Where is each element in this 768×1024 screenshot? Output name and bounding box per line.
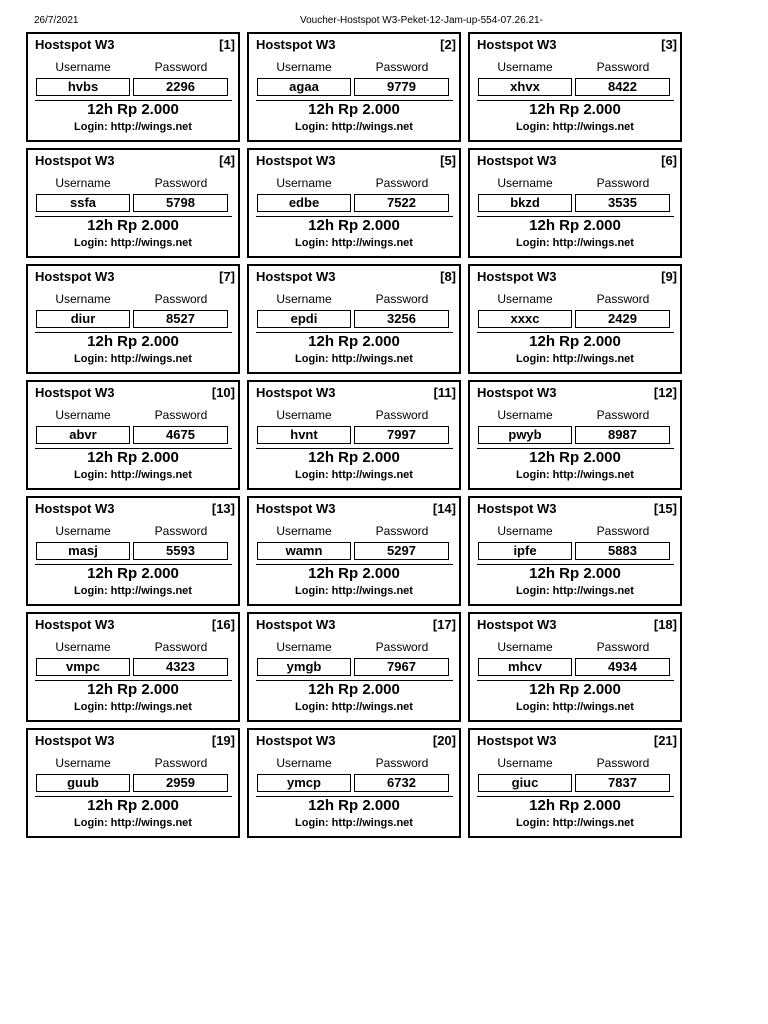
voucher-price: 12h Rp 2.000: [87, 797, 179, 814]
voucher-card: [247, 32, 461, 142]
voucher-card: [26, 380, 240, 490]
password-label: Password: [375, 756, 429, 770]
username-value: agaa: [257, 78, 351, 96]
password-value: 5297: [354, 542, 449, 560]
username-value: xxxc: [478, 310, 572, 328]
voucher-card: [247, 148, 461, 258]
voucher-card: [26, 264, 240, 374]
username-label: Username: [55, 408, 111, 422]
username-label: Username: [55, 292, 111, 306]
voucher-brand: Hostspot W3: [477, 385, 557, 400]
voucher-number: [6]: [661, 153, 677, 168]
password-label: Password: [375, 640, 429, 654]
login-url: Login: http://wings.net: [74, 585, 192, 597]
voucher-price: 12h Rp 2.000: [529, 217, 621, 234]
voucher-card: [26, 612, 240, 722]
voucher-card: [468, 264, 682, 374]
voucher-brand: Hostspot W3: [477, 37, 557, 52]
voucher-number: [13]: [211, 501, 235, 516]
voucher-number: [3]: [661, 37, 677, 52]
login-url: Login: http://wings.net: [295, 237, 413, 249]
username-value: pwyb: [478, 426, 572, 444]
username-value: mhcv: [478, 658, 572, 676]
password-label: Password: [154, 640, 208, 654]
voucher-card: [247, 612, 461, 722]
password-label: Password: [154, 756, 208, 770]
password-label: Password: [154, 60, 208, 74]
username-value: masj: [36, 542, 130, 560]
username-label: Username: [497, 756, 553, 770]
voucher-price: 12h Rp 2.000: [87, 101, 179, 118]
voucher-number: [9]: [661, 269, 677, 284]
username-label: Username: [276, 292, 332, 306]
voucher-price: 12h Rp 2.000: [529, 333, 621, 350]
username-value: edbe: [257, 194, 351, 212]
login-url: Login: http://wings.net: [74, 121, 192, 133]
login-url: Login: http://wings.net: [516, 237, 634, 249]
voucher-price: 12h Rp 2.000: [308, 565, 400, 582]
voucher-card: [468, 380, 682, 490]
username-label: Username: [276, 60, 332, 74]
voucher-brand: Hostspot W3: [35, 385, 115, 400]
voucher-brand: Hostspot W3: [35, 269, 115, 284]
login-url: Login: http://wings.net: [74, 817, 192, 829]
voucher-price: 12h Rp 2.000: [308, 681, 400, 698]
password-value: 4675: [133, 426, 228, 444]
login-url: Login: http://wings.net: [516, 701, 634, 713]
password-value: 4323: [133, 658, 228, 676]
voucher-price: 12h Rp 2.000: [529, 565, 621, 582]
password-value: 5593: [133, 542, 228, 560]
voucher-number: [1]: [219, 37, 235, 52]
voucher-number: [5]: [440, 153, 456, 168]
login-url: Login: http://wings.net: [295, 701, 413, 713]
voucher-brand: Hostspot W3: [477, 501, 557, 516]
login-url: Login: http://wings.net: [516, 121, 634, 133]
password-label: Password: [154, 292, 208, 306]
voucher-brand: Hostspot W3: [256, 501, 336, 516]
username-value: ymcp: [257, 774, 351, 792]
voucher-card: [26, 148, 240, 258]
username-label: Username: [276, 640, 332, 654]
username-label: Username: [497, 292, 553, 306]
login-url: Login: http://wings.net: [516, 817, 634, 829]
password-value: 9779: [354, 78, 449, 96]
username-label: Username: [276, 176, 332, 190]
page-header: [0, 15, 768, 31]
voucher-price: 12h Rp 2.000: [87, 449, 179, 466]
voucher-number: [17]: [432, 617, 456, 632]
voucher-price: 12h Rp 2.000: [308, 449, 400, 466]
username-value: wamn: [257, 542, 351, 560]
password-label: Password: [154, 176, 208, 190]
password-label: Password: [596, 176, 650, 190]
voucher-price: 12h Rp 2.000: [529, 797, 621, 814]
username-value: bkzd: [478, 194, 572, 212]
password-label: Password: [596, 524, 650, 538]
password-label: Password: [375, 176, 429, 190]
voucher-brand: Hostspot W3: [256, 617, 336, 632]
voucher-brand: Hostspot W3: [35, 617, 115, 632]
username-label: Username: [497, 524, 553, 538]
voucher-card: [468, 32, 682, 142]
login-url: Login: http://wings.net: [295, 121, 413, 133]
voucher-brand: Hostspot W3: [256, 733, 336, 748]
voucher-brand: Hostspot W3: [256, 269, 336, 284]
login-url: Login: http://wings.net: [74, 353, 192, 365]
voucher-number: [8]: [440, 269, 456, 284]
login-url: Login: http://wings.net: [295, 469, 413, 481]
username-value: ipfe: [478, 542, 572, 560]
voucher-number: [10]: [211, 385, 235, 400]
voucher-price: 12h Rp 2.000: [87, 681, 179, 698]
password-label: Password: [596, 756, 650, 770]
password-value: 7522: [354, 194, 449, 212]
voucher-number: [14]: [432, 501, 456, 516]
password-value: 8422: [575, 78, 670, 96]
password-value: 2429: [575, 310, 670, 328]
voucher-brand: Hostspot W3: [35, 733, 115, 748]
username-label: Username: [55, 60, 111, 74]
voucher-card: [247, 264, 461, 374]
username-label: Username: [276, 524, 332, 538]
voucher-price: 12h Rp 2.000: [529, 449, 621, 466]
username-label: Username: [276, 756, 332, 770]
password-label: Password: [375, 408, 429, 422]
username-value: epdi: [257, 310, 351, 328]
login-url: Login: http://wings.net: [295, 353, 413, 365]
login-url: Login: http://wings.net: [74, 701, 192, 713]
username-label: Username: [55, 176, 111, 190]
username-value: diur: [36, 310, 130, 328]
login-url: Login: http://wings.net: [516, 469, 634, 481]
voucher-card: [468, 148, 682, 258]
voucher-number: [19]: [211, 733, 235, 748]
voucher-card: [247, 496, 461, 606]
login-url: Login: http://wings.net: [516, 353, 634, 365]
voucher-number: [16]: [211, 617, 235, 632]
username-value: xhvx: [478, 78, 572, 96]
voucher-brand: Hostspot W3: [256, 153, 336, 168]
voucher-brand: Hostspot W3: [256, 37, 336, 52]
username-label: Username: [497, 640, 553, 654]
username-label: Username: [497, 60, 553, 74]
voucher-grid: [26, 32, 682, 838]
voucher-price: 12h Rp 2.000: [529, 681, 621, 698]
username-label: Username: [55, 756, 111, 770]
password-value: 6732: [354, 774, 449, 792]
voucher-number: [21]: [653, 733, 677, 748]
voucher-number: [2]: [440, 37, 456, 52]
password-value: 8987: [575, 426, 670, 444]
password-label: Password: [596, 640, 650, 654]
username-value: hvbs: [36, 78, 130, 96]
voucher-brand: Hostspot W3: [477, 733, 557, 748]
voucher-number: [11]: [433, 385, 456, 400]
username-label: Username: [497, 408, 553, 422]
voucher-card: [247, 380, 461, 490]
voucher-price: 12h Rp 2.000: [529, 101, 621, 118]
password-label: Password: [375, 524, 429, 538]
username-value: guub: [36, 774, 130, 792]
voucher-brand: Hostspot W3: [35, 501, 115, 516]
password-value: 7967: [354, 658, 449, 676]
voucher-price: 12h Rp 2.000: [87, 333, 179, 350]
voucher-price: 12h Rp 2.000: [87, 565, 179, 582]
password-value: 2296: [133, 78, 228, 96]
password-value: 5798: [133, 194, 228, 212]
voucher-number: [18]: [653, 617, 677, 632]
username-value: giuc: [478, 774, 572, 792]
username-value: hvnt: [257, 426, 351, 444]
username-label: Username: [55, 640, 111, 654]
voucher-brand: Hostspot W3: [477, 269, 557, 284]
username-value: vmpc: [36, 658, 130, 676]
username-value: abvr: [36, 426, 130, 444]
login-url: Login: http://wings.net: [74, 237, 192, 249]
voucher-price: 12h Rp 2.000: [308, 217, 400, 234]
username-value: ssfa: [36, 194, 130, 212]
password-label: Password: [375, 292, 429, 306]
voucher-card: [26, 496, 240, 606]
login-url: Login: http://wings.net: [295, 817, 413, 829]
voucher-card: [468, 728, 682, 838]
password-label: Password: [596, 60, 650, 74]
username-label: Username: [55, 524, 111, 538]
username-label: Username: [497, 176, 553, 190]
login-url: Login: http://wings.net: [74, 469, 192, 481]
voucher-brand: Hostspot W3: [477, 617, 557, 632]
voucher-number: [4]: [219, 153, 235, 168]
password-label: Password: [154, 408, 208, 422]
password-label: Password: [596, 292, 650, 306]
password-label: Password: [596, 408, 650, 422]
voucher-price: 12h Rp 2.000: [87, 217, 179, 234]
password-value: 8527: [133, 310, 228, 328]
document-title: Voucher-Hostspot W3-Peket-12-Jam-up-554-07.26.21-: [300, 15, 543, 26]
password-value: 2959: [133, 774, 228, 792]
password-value: 7997: [354, 426, 449, 444]
voucher-number: [20]: [432, 733, 456, 748]
username-label: Username: [276, 408, 332, 422]
voucher-card: [468, 496, 682, 606]
login-url: Login: http://wings.net: [516, 585, 634, 597]
password-label: Password: [375, 60, 429, 74]
password-value: 4934: [575, 658, 670, 676]
password-value: 7837: [575, 774, 670, 792]
voucher-number: [7]: [219, 269, 235, 284]
voucher-brand: Hostspot W3: [35, 153, 115, 168]
password-value: 3535: [575, 194, 670, 212]
voucher-brand: Hostspot W3: [477, 153, 557, 168]
voucher-price: 12h Rp 2.000: [308, 101, 400, 118]
voucher-card: [26, 32, 240, 142]
username-value: ymgb: [257, 658, 351, 676]
voucher-card: [247, 728, 461, 838]
voucher-price: 12h Rp 2.000: [308, 333, 400, 350]
voucher-card: [468, 612, 682, 722]
password-value: 5883: [575, 542, 670, 560]
print-date: 26/7/2021: [34, 15, 79, 26]
voucher-brand: Hostspot W3: [35, 37, 115, 52]
voucher-number: [12]: [653, 385, 677, 400]
voucher-price: 12h Rp 2.000: [308, 797, 400, 814]
voucher-card: [26, 728, 240, 838]
login-url: Login: http://wings.net: [295, 585, 413, 597]
password-label: Password: [154, 524, 208, 538]
voucher-number: [15]: [653, 501, 677, 516]
voucher-brand: Hostspot W3: [256, 385, 336, 400]
password-value: 3256: [354, 310, 449, 328]
